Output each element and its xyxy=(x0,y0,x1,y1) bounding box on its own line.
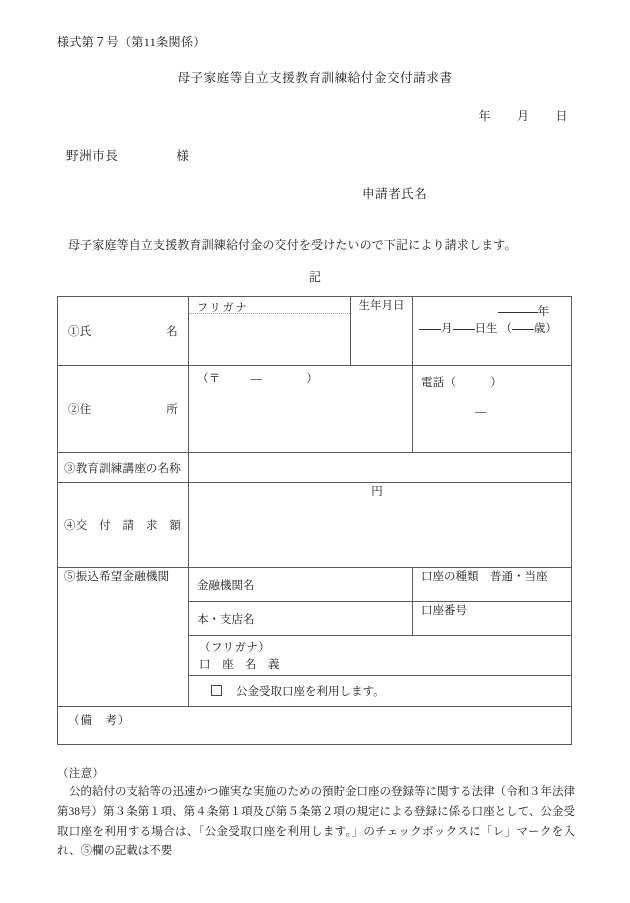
name-label-left: ①氏 xyxy=(68,326,92,338)
cell-name-label xyxy=(58,297,189,366)
zip-close: ） xyxy=(306,373,319,385)
cell-bank-section-label xyxy=(58,568,189,707)
holder-label: 口 座 名 義 xyxy=(199,659,280,672)
addressee xyxy=(66,146,190,164)
date-day-label: 日 xyxy=(555,109,568,123)
application-table xyxy=(57,296,572,745)
cell-account-holder[interactable] xyxy=(189,636,572,676)
ki-marker: 記 xyxy=(308,270,321,284)
public-account-label: 公金受取口座を利用します。 xyxy=(236,685,385,698)
cell-telephone-input[interactable] xyxy=(413,366,572,453)
notes-title: （注意） xyxy=(57,768,105,780)
amount-label: ④交 付 請 求 額 xyxy=(64,520,181,532)
table-row-name xyxy=(58,297,572,366)
applicant-name-label: 申請者氏名 xyxy=(362,187,428,201)
telephone-dash: ― xyxy=(475,406,487,418)
cell-name-input[interactable] xyxy=(189,297,351,366)
telephone-label: 電話（ xyxy=(421,377,457,389)
birth-age-open: （ xyxy=(500,322,512,335)
telephone-close: ） xyxy=(490,377,503,389)
zip-open: （〒 xyxy=(197,373,221,385)
intro-statement: 母子家庭等自立支援教育訓練給付金の交付を受けたいので下記により請求します。 xyxy=(68,238,517,252)
cell-remarks[interactable] xyxy=(58,706,572,744)
document-title: 母子家庭等自立支援教育訓練給付金交付請求書 xyxy=(177,71,453,85)
cell-course-label xyxy=(58,453,189,483)
cell-public-account[interactable] xyxy=(189,675,572,706)
cell-bank-name[interactable] xyxy=(189,568,413,602)
table-row-address xyxy=(58,366,572,453)
cell-address-label xyxy=(58,366,189,453)
birth-month-suffix: 月 xyxy=(441,322,453,335)
checkbox-icon[interactable] xyxy=(211,685,222,696)
bank-section-label: ⑤振込希望金融機関 xyxy=(64,571,170,583)
birthdate-label: 生年月日 xyxy=(358,300,405,312)
address-label-right: 所 xyxy=(166,404,178,416)
cell-course-input[interactable] xyxy=(189,453,572,483)
birth-day-suffix: 日生 xyxy=(474,322,498,335)
cell-amount-label xyxy=(58,483,189,568)
bank-name-label: 金融機関名 xyxy=(197,579,255,592)
cell-account-type[interactable] xyxy=(413,568,572,602)
date-year-label: 年 xyxy=(478,109,491,123)
account-type-label: 口座の種類 普通・当座 xyxy=(421,571,548,583)
course-label: ③教育訓練講座の名称 xyxy=(64,462,181,475)
notes-body: 公的給付の支給等の迅速かつ確実な実施のための預貯金口座の登録等に関する法律（令和３年法律第38号）第３条第１項、第４条第１項及び第５条第２項の規定による登録に係る口座として、公金受取口座を利用する場合は、「公金受取口座を利用します。」のチェックボックスに「レ」マークを入れ、⑤欄の記載は不要 xyxy=(57,786,575,858)
cell-account-number[interactable] xyxy=(413,602,572,636)
cell-address-input[interactable] xyxy=(189,366,413,453)
table-row-amount xyxy=(58,483,572,568)
cell-branch-name[interactable] xyxy=(189,602,413,636)
birth-age-suffix: 歳） xyxy=(533,322,557,335)
remarks-label: （備 考） xyxy=(68,714,131,727)
cell-birthdate-label xyxy=(351,297,413,366)
cell-amount-input[interactable] xyxy=(189,483,572,568)
table-row-course xyxy=(58,453,572,483)
cell-birthdate-input[interactable] xyxy=(413,297,572,366)
addressee-honorific: 様 xyxy=(176,149,190,163)
name-label-right: 名 xyxy=(166,326,178,338)
zip-dash: ― xyxy=(250,373,263,385)
date-month-label: 月 xyxy=(516,109,530,123)
table-row-remarks xyxy=(58,706,572,744)
furigana-label: フリガナ xyxy=(189,297,350,314)
account-number-label: 口座番号 xyxy=(421,605,467,617)
form-number: 様式第７号（第11条関係） xyxy=(57,35,206,49)
branch-name-label: 本・支店名 xyxy=(197,613,255,626)
birth-year-suffix: 年 xyxy=(537,306,549,318)
addressee-name: 野洲市長 xyxy=(66,149,119,163)
amount-unit: 円 xyxy=(371,486,383,498)
notes-section xyxy=(57,765,575,862)
date-line xyxy=(478,107,568,124)
address-label-left: ②住 xyxy=(68,404,92,416)
table-row-bank-name xyxy=(58,568,572,602)
holder-furigana-label: （フリガナ） xyxy=(199,642,271,654)
